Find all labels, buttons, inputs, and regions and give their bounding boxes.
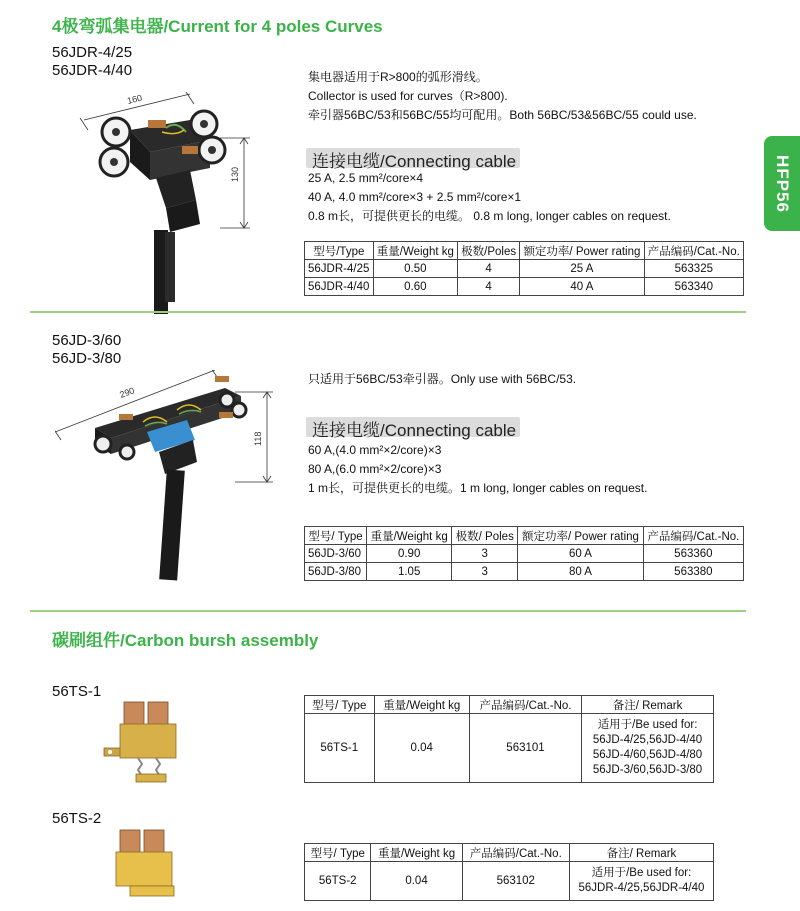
cell-cat: 563102 bbox=[462, 862, 569, 901]
table-row bbox=[305, 714, 714, 783]
cell-power: 80 A bbox=[518, 563, 643, 581]
dimension-height: 118 bbox=[253, 431, 263, 446]
cell-poles: 4 bbox=[458, 260, 520, 278]
carbon-brush-2-drawing bbox=[112, 826, 202, 911]
cell-type: 56TS-1 bbox=[305, 714, 375, 783]
brush1-model: 56TS-1 bbox=[52, 683, 102, 700]
section1-spec-table bbox=[304, 241, 744, 296]
remark-line: 56JD-3/60,56JD-3/80 bbox=[592, 764, 703, 776]
remark-line: 适用于/Be used for: bbox=[597, 719, 698, 731]
cable-line: 40 A, 4.0 mm²/core×3 + 2.5 mm²/core×1 bbox=[308, 190, 522, 204]
section2-spec-table bbox=[304, 526, 744, 581]
cell-remark bbox=[582, 714, 714, 783]
cable-line: 0.8 m长，可提供更长的电缆。 0.8 m long, longer cables on request. bbox=[308, 209, 671, 223]
table-row bbox=[305, 260, 744, 278]
header-cell: 型号/ Type bbox=[305, 844, 371, 862]
cell-cat: 563325 bbox=[644, 260, 743, 278]
header-cell: 重量/Weight kg bbox=[371, 844, 462, 862]
cell-poles: 3 bbox=[452, 563, 518, 581]
table-header-row bbox=[305, 527, 744, 545]
header-cell: 额定功率/ Power rating bbox=[520, 242, 644, 260]
side-tab-label: HFP56 bbox=[773, 154, 792, 213]
header-cell: 额定功率/ Power rating bbox=[518, 527, 643, 545]
section2-cable-title: 连接电缆/Connecting cable bbox=[312, 421, 517, 440]
desc-line: 只适用于56BC/53牵引器。Only use with 56BC/53. bbox=[308, 372, 577, 386]
cell-poles: 3 bbox=[452, 545, 518, 563]
cable-line: 1 m长，可提供更长的电缆。1 m long, longer cables on request. bbox=[308, 481, 648, 495]
model-name: 56JD-3/80 bbox=[52, 350, 122, 367]
table-header-row bbox=[305, 242, 744, 260]
cell-weight: 1.05 bbox=[367, 563, 452, 581]
cell-poles: 4 bbox=[458, 278, 520, 296]
carbon-brush-1-drawing bbox=[100, 700, 190, 790]
collector-3pole-drawing bbox=[55, 370, 285, 582]
header-cell: 产品编码/Cat.-No. bbox=[644, 242, 743, 260]
cell-type: 56JDR-4/40 bbox=[305, 278, 374, 296]
header-cell: 型号/ Type bbox=[305, 527, 367, 545]
dimension-width: 160 bbox=[126, 92, 144, 106]
section2-cable-lines bbox=[308, 441, 647, 498]
header-cell: 产品编码/Cat.-No. bbox=[469, 696, 581, 714]
cell-cat: 563101 bbox=[469, 714, 581, 783]
header-cell: 产品编码/Cat.-No. bbox=[643, 527, 743, 545]
cell-power: 25 A bbox=[520, 260, 644, 278]
brush2-spec-table bbox=[304, 843, 714, 901]
cell-type: 56JDR-4/25 bbox=[305, 260, 374, 278]
table-header-row bbox=[305, 696, 714, 714]
header-cell: 重量/Weight kg bbox=[374, 696, 469, 714]
cell-cat: 563340 bbox=[644, 278, 743, 296]
section-divider bbox=[30, 610, 746, 612]
header-cell: 备注/ Remark bbox=[582, 696, 714, 714]
cell-cat: 563380 bbox=[643, 563, 743, 581]
model-name: 56JDR-4/25 bbox=[52, 44, 133, 61]
section1-cable-title: 连接电缆/Connecting cable bbox=[312, 152, 517, 171]
header-cell: 极数/ Poles bbox=[452, 527, 518, 545]
dimension-height: 130 bbox=[230, 166, 240, 182]
cell-power: 60 A bbox=[518, 545, 643, 563]
cable-line: 80 A,(6.0 mm²×2/core)×3 bbox=[308, 462, 442, 476]
cell-weight: 0.04 bbox=[374, 714, 469, 783]
cell-weight: 0.50 bbox=[373, 260, 457, 278]
desc-line: 集电器适用于R>800的弧形滑线。 bbox=[308, 70, 488, 84]
model-name: 56JD-3/60 bbox=[52, 332, 122, 349]
section2-description bbox=[308, 370, 576, 389]
table-row bbox=[305, 545, 744, 563]
brush1-spec-table bbox=[304, 695, 714, 783]
cell-type: 56TS-2 bbox=[305, 862, 371, 901]
header-cell: 重量/Weight kg bbox=[367, 527, 452, 545]
collector-4pole-drawing bbox=[70, 90, 270, 330]
brush2-model: 56TS-2 bbox=[52, 810, 102, 827]
desc-line: 牵引器56BC/53和56BC/55均可配用。Both 56BC/53&56BC/55 could use. bbox=[308, 108, 697, 122]
header-cell: 产品编码/Cat.-No. bbox=[462, 844, 569, 862]
cell-power: 40 A bbox=[520, 278, 644, 296]
section1-description bbox=[308, 68, 697, 125]
table-row bbox=[305, 563, 744, 581]
cell-remark bbox=[569, 862, 713, 901]
cable-line: 60 A,(4.0 mm²×2/core)×3 bbox=[308, 443, 442, 457]
section2-models bbox=[52, 332, 121, 368]
section1-title: 4极弯弧集电器/Current for 4 poles Curves bbox=[52, 17, 383, 36]
remark-line: 适用于/Be used for: bbox=[591, 867, 692, 879]
header-cell: 重量/Weight kg bbox=[373, 242, 457, 260]
section1-cable-lines bbox=[308, 169, 671, 226]
cell-cat: 563360 bbox=[643, 545, 743, 563]
side-tab bbox=[764, 136, 800, 231]
section3-title: 碳刷组件/Carbon bursh assembly bbox=[52, 631, 319, 650]
table-row bbox=[305, 862, 714, 901]
header-cell: 极数/Poles bbox=[458, 242, 520, 260]
header-cell: 型号/Type bbox=[305, 242, 374, 260]
cell-type: 56JD-3/80 bbox=[305, 563, 367, 581]
remark-line: 56JD-4/25,56JD-4/40 bbox=[592, 734, 703, 746]
remark-line: 56JDR-4/25,56JDR-4/40 bbox=[578, 882, 705, 894]
cell-weight: 0.60 bbox=[373, 278, 457, 296]
section1-models bbox=[52, 44, 132, 80]
dimension-width: 290 bbox=[118, 385, 136, 400]
header-cell: 备注/ Remark bbox=[569, 844, 713, 862]
table-row bbox=[305, 278, 744, 296]
cell-weight: 0.90 bbox=[367, 545, 452, 563]
model-name: 56JDR-4/40 bbox=[52, 62, 133, 79]
remark-line: 56JD-4/60,56JD-4/80 bbox=[592, 749, 703, 761]
cable-line: 25 A, 2.5 mm²/core×4 bbox=[308, 171, 424, 185]
cell-type: 56JD-3/60 bbox=[305, 545, 367, 563]
section-divider bbox=[30, 311, 746, 313]
cell-weight: 0.04 bbox=[371, 862, 462, 901]
header-cell: 型号/ Type bbox=[305, 696, 375, 714]
desc-line: Collector is used for curves（R>800). bbox=[308, 89, 508, 103]
table-header-row bbox=[305, 844, 714, 862]
